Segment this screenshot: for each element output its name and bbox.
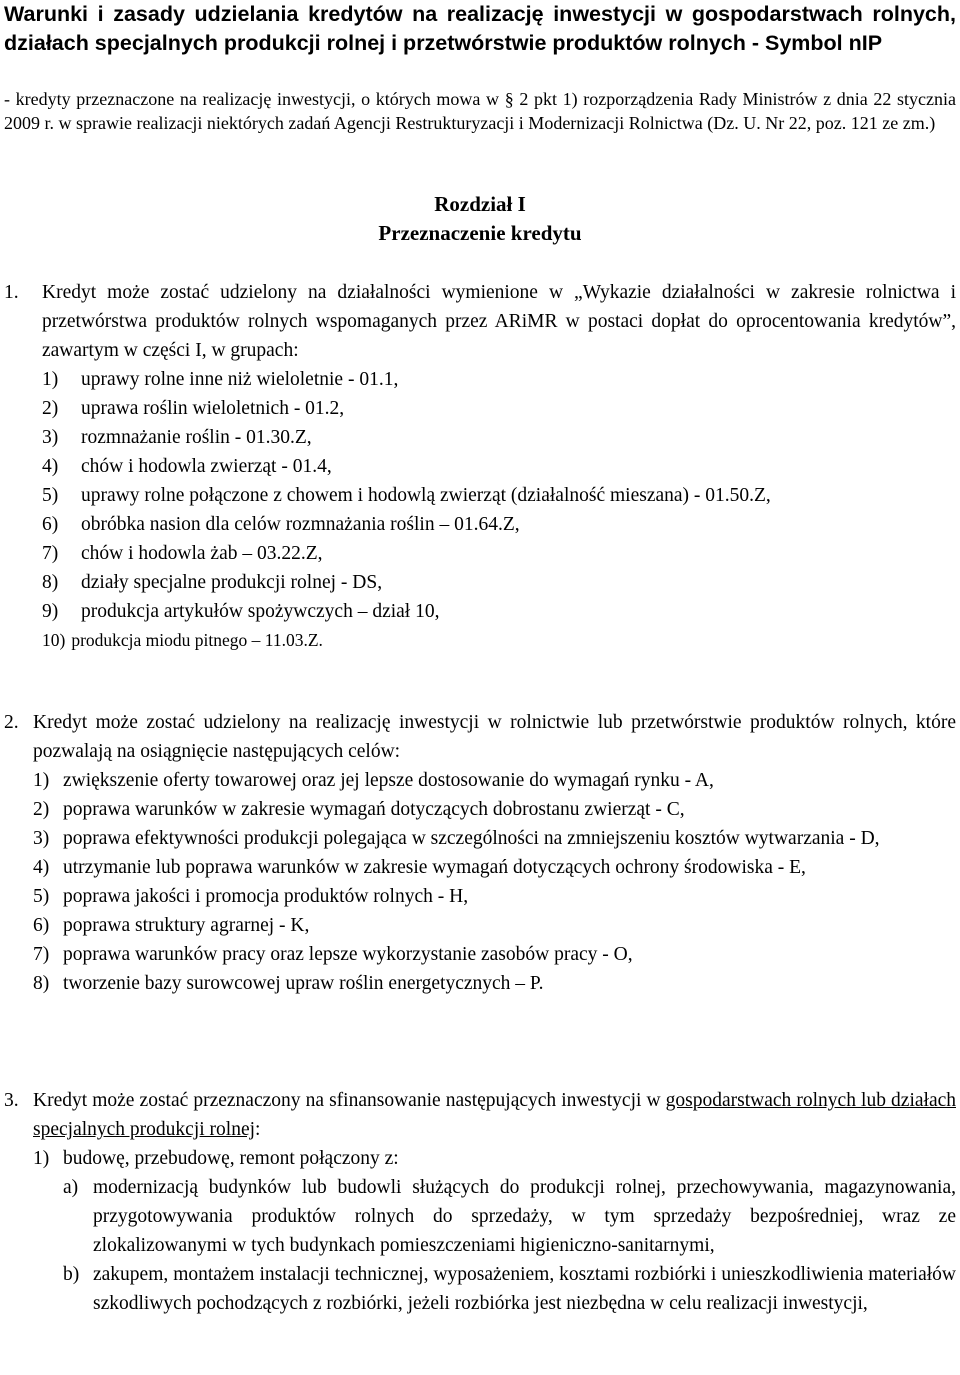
chapter-heading <box>0 190 960 248</box>
list-item-text: poprawa warunków pracy oraz lepsze wykorzystanie zasobów pracy - O, <box>63 944 633 965</box>
list-item <box>33 766 956 795</box>
list-item-text: chów i hodowla żab – 03.22.Z, <box>81 543 323 564</box>
sub-list <box>63 1173 956 1318</box>
list-item-text: zwiększenie oferty towarowej oraz jej lepsze dostosowanie do wymagań rynku - A, <box>63 770 714 791</box>
list-item-number: 1) <box>33 1148 50 1169</box>
list-item-number: 6) <box>33 915 50 936</box>
list-item <box>33 969 956 998</box>
section-number: 3. <box>4 1090 19 1111</box>
list-item-number: 8) <box>33 973 50 994</box>
list-item-number: 4) <box>42 456 59 477</box>
section-3 <box>4 1086 956 1318</box>
section-intro-underlined: gospodarstwach rolnych lub działach specjalnych produkcji rolnej <box>33 1090 956 1140</box>
list-item-text: chów i hodowla zwierząt - 01.4, <box>81 456 332 477</box>
list-item <box>42 539 956 568</box>
list-item-text: poprawa struktury agrarnej - K, <box>63 915 310 936</box>
list-item <box>42 423 956 452</box>
list-item <box>42 626 956 655</box>
list-item <box>42 365 956 394</box>
list-item <box>33 882 956 911</box>
list-item <box>42 481 956 510</box>
list-item-number: 8) <box>42 572 59 593</box>
list-item <box>33 1144 956 1173</box>
list-item <box>42 452 956 481</box>
list-item-text: uprawy rolne połączone z chowem i hodowlą zwierząt (działalność mieszana) - 01.50.Z, <box>81 485 771 506</box>
sub-list-item <box>63 1173 956 1260</box>
list-item <box>33 853 956 882</box>
list-item-text: obróbka nasion dla celów rozmnażania roślin – 01.64.Z, <box>81 514 520 535</box>
list-item-number: 5) <box>42 485 59 506</box>
document-title: Warunki i zasady udzielania kredytów na realizację inwestycji w gospodarstwach rolnych, działach specjalnych produkcji rolnej i przetwórstwie produktów rolnych - Symbol nIP <box>4 2 956 55</box>
section-intro <box>33 1086 956 1144</box>
list-item-number: 2) <box>33 799 50 820</box>
section-intro: Kredyt może zostać udzielony na realizację inwestycji w rolnictwie lub przetwórstwie produktów rolnych, które pozwalają na osiągnięcie następujących celów: <box>33 712 956 762</box>
list-item-text: produkcja artykułów spożywczych – dział 10, <box>81 601 440 622</box>
list-item-number: 7) <box>42 543 59 564</box>
list-item-text: poprawa warunków w zakresie wymagań dotyczących dobrostanu zwierząt - C, <box>63 799 685 820</box>
list-item-number: 5) <box>33 886 50 907</box>
chapter-name: Przeznaczenie kredytu <box>378 221 582 245</box>
sub-list-item-letter: a) <box>63 1177 79 1198</box>
list-item <box>42 597 956 626</box>
section-intro-end: : <box>255 1119 261 1140</box>
list-item-number: 6) <box>42 514 59 535</box>
list-item-text: uprawa roślin wieloletnich - 01.2, <box>81 398 345 419</box>
sub-list-item-text: modernizacją budynków lub budowli służących do produkcji rolnej, przechowywania, magazynowania, przygotowywania produktów rolnych do sprzedaży, w tym sprzedaży bezpośredniej, wraz ze zlokalizowanymi w tych budynkach pomieszczeniami higieniczno-sanitarnymi, <box>93 1177 956 1256</box>
list-item-number: 2) <box>42 398 59 419</box>
list-item-text: budowę, przebudowę, remont połączony z: <box>63 1148 399 1169</box>
chapter-number: Rozdział I <box>434 192 526 216</box>
list-item-text: rozmnażanie roślin - 01.30.Z, <box>81 427 312 448</box>
list-item-number: 3) <box>42 427 59 448</box>
goals-list <box>33 766 956 998</box>
list-item-number: 1) <box>42 369 59 390</box>
list-item-number: 3) <box>33 828 50 849</box>
section-number: 1. <box>4 282 19 303</box>
list-item <box>33 940 956 969</box>
section-intro: Kredyt może zostać udzielony na działalności wymienione w „Wykazie działalności w zakresie rolnictwa i przetwórstwa produktów rolnych wspomaganych przez ARiMR w postaci dopłat do oprocentowania kredytów”, zawartym w części I, w grupach: <box>42 282 956 361</box>
list-item-text: działy specjalne produkcji rolnej - DS, <box>81 572 383 593</box>
section-number: 2. <box>4 712 19 733</box>
list-item-number: 7) <box>33 944 50 965</box>
list-item-number: 4) <box>33 857 50 878</box>
sub-list-item <box>63 1260 956 1318</box>
list-item-number: 1) <box>33 770 50 791</box>
list-item-number: 9) <box>42 601 59 622</box>
list-item <box>42 568 956 597</box>
list-item <box>33 795 956 824</box>
sub-list-item-text: zakupem, montażem instalacji technicznej, wyposażeniem, kosztami rozbiórki i unieszkodliwienia materiałów szkodliwych pochodzących z rozbiórki, jeżeli rozbiórka jest niezbędna w celu realizacji inwestycji, <box>93 1264 956 1314</box>
list-item-text: uprawy rolne inne niż wieloletnie - 01.1, <box>81 369 399 390</box>
list-item-text: utrzymanie lub poprawa warunków w zakresie wymagań dotyczących ochrony środowiska - E, <box>63 857 806 878</box>
investment-list <box>33 1144 956 1318</box>
section-intro-text: Kredyt może zostać przeznaczony na sfinansowanie następujących inwestycji w <box>33 1090 666 1111</box>
list-item-text: poprawa jakości i promocja produktów rolnych - H, <box>63 886 469 907</box>
list-item-text: poprawa efektywności produkcji polegająca w szczególności na zmniejszeniu kosztów wytwarzania - D, <box>63 828 880 849</box>
sub-list-item-letter: b) <box>63 1264 80 1285</box>
list-item <box>33 824 956 853</box>
list-item-text: produkcja miodu pitnego – 11.03.Z. <box>71 630 323 650</box>
document-subtitle: - kredyty przeznaczone na realizację inwestycji, o których mowa w § 2 pkt 1) rozporządzenia Rady Ministrów z dnia 22 stycznia 2009 r. w sprawie realizacji niektórych zadań Agencji Restrukturyzacji i Modernizacji Rolnictwa (Dz. U. Nr 22, poz. 121 ze zm.) <box>4 89 956 133</box>
section-2 <box>4 708 956 998</box>
activity-list <box>42 365 956 655</box>
list-item <box>33 911 956 940</box>
list-item-text: tworzenie bazy surowcowej upraw roślin energetycznych – P. <box>63 973 544 994</box>
section-1 <box>4 278 956 655</box>
list-item <box>42 394 956 423</box>
list-item-number: 10) <box>42 630 66 650</box>
list-item <box>42 510 956 539</box>
